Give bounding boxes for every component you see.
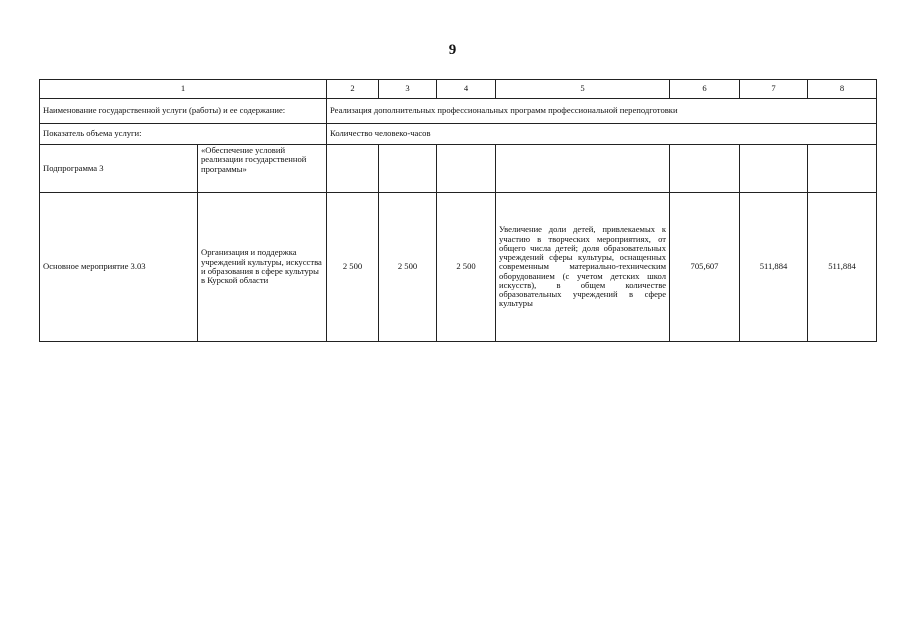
- main-measure-value-6: 705,607: [670, 193, 740, 342]
- service-name-row: [40, 99, 877, 124]
- header-cell-7: 7: [740, 80, 808, 99]
- data-table: [39, 79, 877, 342]
- header-cell-4: 4: [437, 80, 496, 99]
- subprogram-cell-2: [327, 145, 379, 193]
- volume-indicator-row: [40, 124, 877, 145]
- header-cell-8: 8: [808, 80, 877, 99]
- service-name-label: Наименование государственной услуги (работы) и ее содержание:: [40, 99, 327, 124]
- subprogram-cell-5: [496, 145, 670, 193]
- subprogram-name: «Обеспечение условий реализации государственной программы»: [198, 145, 327, 193]
- subprogram-cell-3: [379, 145, 437, 193]
- volume-indicator-value: Количество человеко-часов: [327, 124, 877, 145]
- page-number: 9: [448, 42, 457, 58]
- header-cell-5: 5: [496, 80, 670, 99]
- main-measure-value-2: 2 500: [327, 193, 379, 342]
- main-measure-indicator-text: Увеличение доли детей, привлекаемых к участию в творческих мероприятиях, от общего числа детей; доля образовательных учреждений сферы культуры, оснащенных современным материально-техническим оборудованием (с учетом детских школ искусств), в общем количестве образовательных учреждений в сфере культуры: [496, 193, 670, 342]
- main-measure-name: Организация и поддержка учреждений культуры, искусства и образования в сфере культуры в Курской области: [198, 193, 327, 342]
- subprogram-label: Подпрограмма 3: [40, 145, 198, 193]
- subprogram-cell-6: [670, 145, 740, 193]
- main-measure-value-3: 2 500: [379, 193, 437, 342]
- subprogram-cell-8: [808, 145, 877, 193]
- header-cell-2: 2: [327, 80, 379, 99]
- main-measure-value-7: 511,884: [740, 193, 808, 342]
- volume-indicator-label: Показатель объема услуги:: [40, 124, 327, 145]
- subprogram-cell-7: [740, 145, 808, 193]
- main-measure-label: Основное мероприятие 3.03: [40, 193, 198, 342]
- main-measure-row: [40, 193, 877, 342]
- service-name-value: Реализация дополнительных профессиональных программ профессиональной переподготовки: [327, 99, 877, 124]
- subprogram-cell-4: [437, 145, 496, 193]
- main-measure-value-8: 511,884: [808, 193, 877, 342]
- subprogram-row: [40, 145, 877, 193]
- header-cell-3: 3: [379, 80, 437, 99]
- header-cell-1: 1: [40, 80, 327, 99]
- header-cell-6: 6: [670, 80, 740, 99]
- header-row: [40, 80, 877, 99]
- main-measure-value-4: 2 500: [437, 193, 496, 342]
